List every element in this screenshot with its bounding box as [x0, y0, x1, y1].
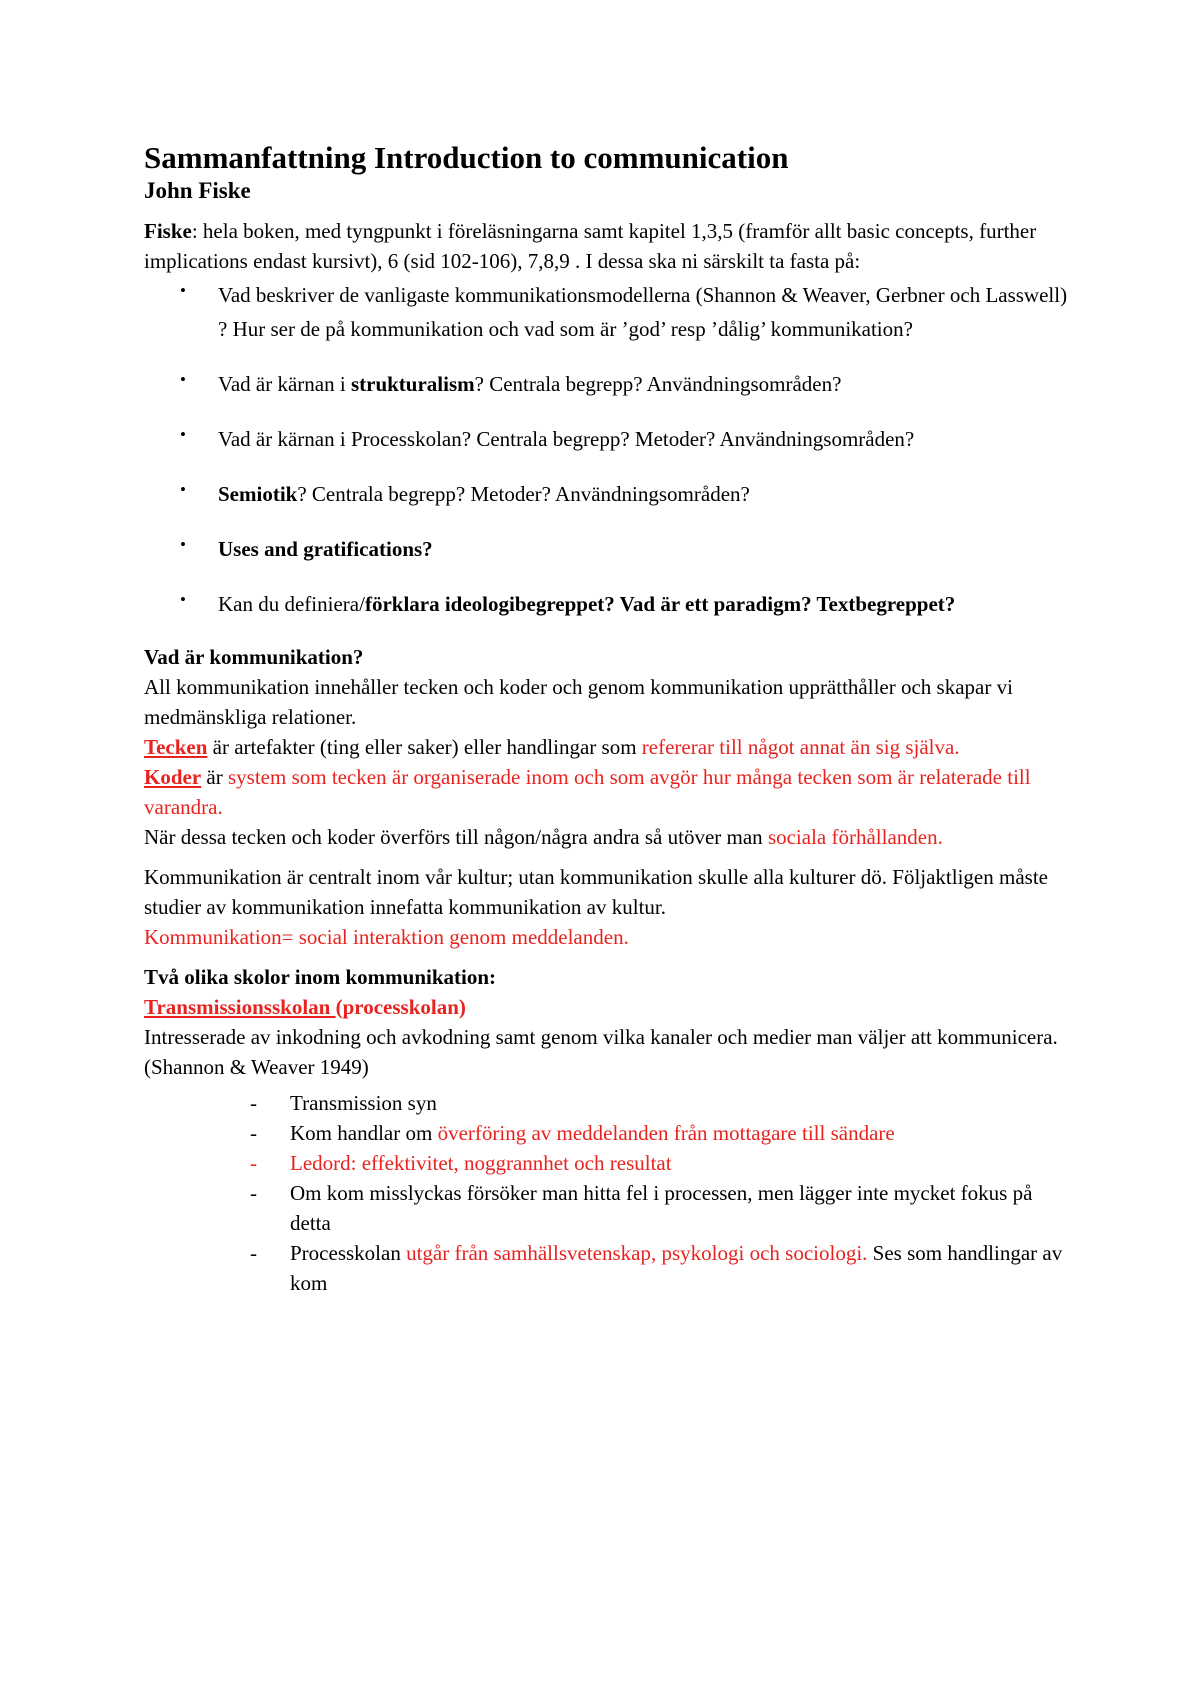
list-item-text: ? Centrala begrepp? Metoder? Användningsområden?: [297, 482, 750, 506]
list-item-text: Om kom misslyckas försöker man hitta fel i processen, men lägger inte mycket fokus på detta: [290, 1181, 1033, 1235]
school-title-paren: (processkolan): [335, 995, 466, 1019]
overfors-highlight: sociala förhållanden.: [767, 825, 943, 849]
list-item-text: Kan du definiera/: [218, 592, 365, 616]
list-item: [218, 477, 1074, 511]
kultur-paragraph: Kommunikation är centralt inom vår kultur; utan kommunikation skulle alla kulturer dö. Följaktligen måste studier av kommunikation innefatta kommunikation av kultur.: [144, 865, 1048, 919]
school-title: [144, 992, 1074, 1022]
koder-mid-text: är: [201, 765, 228, 789]
school-title-main: Transmissionsskolan: [144, 995, 336, 1019]
list-item-bold-text: Semiotik: [218, 482, 298, 506]
section-heading-kommunikation: Vad är kommunikation?: [144, 645, 364, 669]
list-item-text: Vad beskriver de vanligaste kommunikationsmodellerna (Shannon & Weaver, Gerbner och Lasswell) ? Hur ser de på kommunikation och vad som är ’god’ resp ’dålig’ kommunikation?: [218, 283, 1068, 341]
list-item: [290, 1178, 1074, 1238]
intro-text: : hela boken, med tyngpunkt i föreläsningarna samt kapitel 1,3,5 (framför allt basic concepts, further implications endast kursivt), 6 (sid 102-106), 7,8,9 . I dessa ska ni särskilt ta fasta på:: [144, 219, 1037, 273]
koder-definition: [144, 762, 1074, 822]
tecken-mid-text: är artefakter (ting eller saker) eller handlingar som: [207, 735, 642, 759]
transmission-list: [144, 1088, 1074, 1298]
intro-bold-label: Fiske: [144, 219, 192, 243]
document-author: John Fiske: [144, 178, 251, 203]
intro-paragraph: [144, 216, 1074, 276]
list-item-text: Processkolan: [290, 1241, 407, 1265]
list-item: [218, 367, 1074, 401]
tecken-highlight: refererar till något annat än sig själva.: [641, 735, 960, 759]
list-item: [218, 422, 1074, 456]
list-item: [290, 1238, 1074, 1298]
list-item: [218, 587, 1074, 621]
list-item-text: ? Centrala begrepp? Användningsområden?: [474, 372, 842, 396]
list-item: [290, 1118, 1074, 1148]
list-item-bold-text: strukturalism: [350, 372, 475, 396]
tecken-term: Tecken: [144, 735, 208, 759]
list-item-highlight: överföring av meddelanden från mottagare till sändare: [437, 1121, 895, 1145]
list-item: [218, 532, 1074, 566]
koder-highlight: system som tecken är organiserade inom och som avgör hur många tecken som är relaterade till varandra.: [144, 765, 1031, 819]
list-item-text: Ses som handlingar av kom: [290, 1241, 1063, 1295]
kommunikation-definition: Kommunikation= social interaktion genom meddelanden.: [144, 925, 629, 949]
koder-term: Koder: [144, 765, 202, 789]
list-item-highlight: utgår från samhällsvetenskap, psykologi och sociologi.: [406, 1241, 868, 1265]
document-title: Sammanfattning Introduction to communication: [144, 140, 789, 175]
school-description: Intresserade av inkodning och avkodning samt genom vilka kanaler och medier man väljer att kommunicera. (Shannon & Weaver 1949): [144, 1025, 1058, 1079]
document-page: [144, 140, 1074, 1298]
overfors-text: När dessa tecken och koder överförs till någon/några andra så utöver man: [144, 825, 768, 849]
overfors-paragraph: [144, 822, 1074, 852]
list-item-text: Vad är kärnan i: [218, 372, 351, 396]
list-item: [290, 1148, 1074, 1178]
list-item-highlight: Ledord: effektivitet, noggrannhet och resultat: [290, 1151, 672, 1175]
study-questions-list: [144, 278, 1074, 621]
list-item-text: Kom handlar om: [290, 1121, 438, 1145]
kommunikation-paragraph: All kommunikation innehåller tecken och koder och genom kommunikation upprätthåller och skapar vi medmänskliga relationer.: [144, 675, 1013, 729]
tecken-definition: [144, 732, 1074, 762]
list-item: [218, 278, 1074, 346]
list-item: [290, 1088, 1074, 1118]
section-heading-skolor: Två olika skolor inom kommunikation:: [144, 965, 497, 989]
list-item-bold-text: Uses and gratifications?: [218, 537, 433, 561]
list-item-bold-text: förklara ideologibegreppet? Vad är ett paradigm? Textbegreppet?: [364, 592, 956, 616]
list-item-text: Vad är kärnan i Processkolan? Centrala begrepp? Metoder? Användningsområden?: [218, 427, 915, 451]
list-item-text: Transmission syn: [290, 1091, 437, 1115]
